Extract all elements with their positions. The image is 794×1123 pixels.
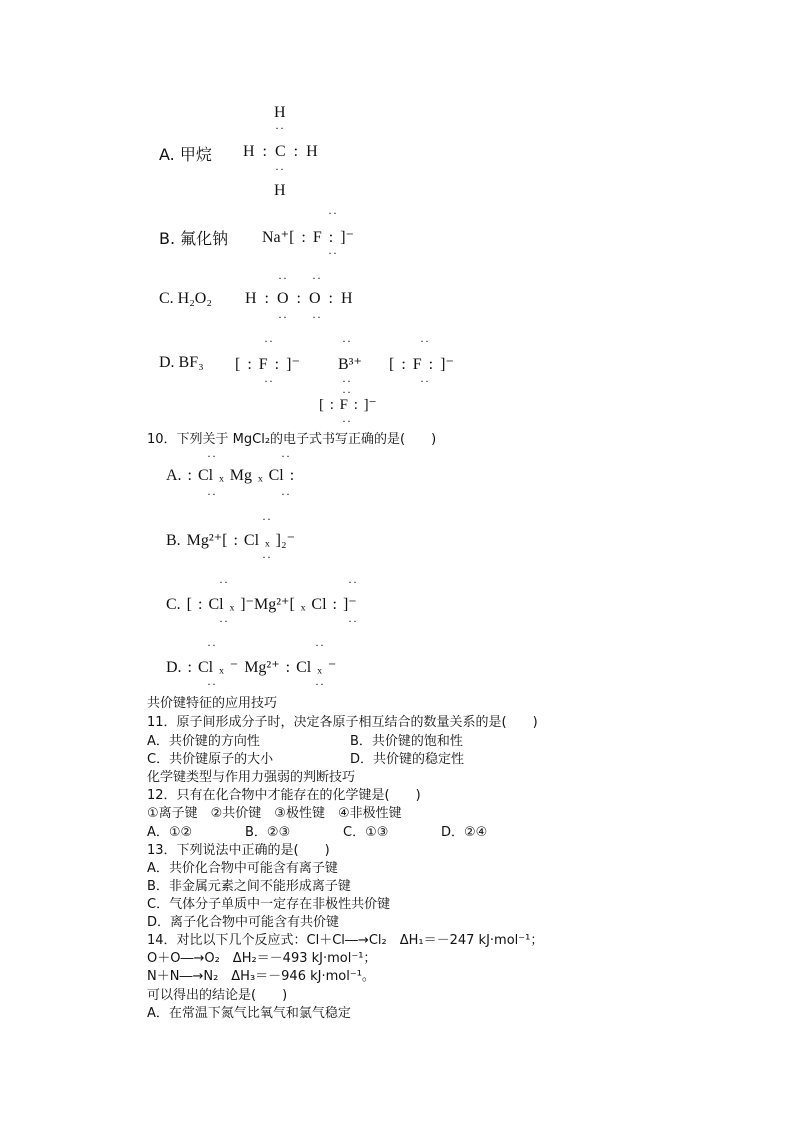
electron-dots: ·· [420, 334, 430, 348]
q9d-formula-3: [ : F : ]⁻ [389, 356, 454, 373]
electron-dots: ·· [315, 638, 325, 652]
q12-stem: 12．只有在化合物中才能存在的化学键是( ) [147, 788, 421, 803]
q11-option-a: A．共价键的方向性 [147, 734, 260, 749]
electron-dots: ·· [315, 677, 325, 691]
electron-dots: ·· [420, 374, 430, 388]
electron-dots: ·· [281, 449, 291, 463]
q13-option-a: A．共价化合物中可能含有离子键 [147, 861, 338, 876]
electron-dots: ·· [219, 614, 229, 628]
electron-dots: ·· [328, 206, 338, 220]
q9c-formula: H : O : O : H [245, 290, 353, 307]
q12-option-c: C．①③ [343, 825, 389, 840]
q9a-bottom-h: H [274, 182, 286, 199]
q13-option-d: D．离子化合物中可能含有共价键 [147, 915, 340, 930]
electron-dots: ·· [342, 414, 352, 428]
q12-option-a: A．①② [147, 825, 193, 840]
q9a-formula: H : C : H [243, 143, 318, 160]
q14-line-2: O＋O―→O₂ ΔH₂＝－493 kJ·mol⁻¹； [147, 951, 377, 966]
q11-option-c: C．共价键原子的大小 [147, 752, 274, 767]
electron-dots: ·· [207, 677, 217, 691]
q14-stem: 14．对比以下几个反应式：Cl＋Cl―→Cl₂ ΔH₁＝－247 kJ·mol⁻¹； [147, 933, 544, 948]
q9a-label: A. 甲烷 [159, 145, 212, 164]
q10-stem: 10．下列关于 MgCl₂的电子式书写正确的是( ) [147, 432, 437, 447]
q9d-formula-2: B³⁺ [338, 356, 362, 373]
electron-dots: ·· [275, 121, 285, 135]
q12-items: ①离子键 ②共价键 ③极性键 ④非极性键 [147, 806, 402, 821]
q11-stem: 11．原子间形成分子时，决定各原子相互结合的数量关系的是( ) [147, 715, 538, 730]
electron-dots: ·· [312, 310, 322, 324]
q10-option-c: C. [ : Cl ₓ ]⁻Mg²⁺[ ₓ Cl : ]⁻ [166, 596, 357, 613]
q9a-top-h: H [274, 104, 286, 121]
electron-dots: ·· [275, 162, 285, 176]
q14-option-a: A．在常温下氮气比氧气和氯气稳定 [147, 1006, 351, 1021]
q9d-label: D. BF₃ [159, 354, 204, 371]
electron-dots: ·· [342, 334, 352, 348]
electron-dots: ·· [264, 334, 274, 348]
q12-option-b: B．②③ [245, 825, 291, 840]
q9d-formula-1: [ : F : ]⁻ [235, 356, 300, 373]
q10-option-b: B. Mg²⁺[ : Cl ₓ ]₂⁻ [166, 532, 296, 549]
q9b-label: B. 氟化钠 [159, 229, 229, 248]
q10-option-d: D. : Cl ₓ ⁻ Mg²⁺ : Cl ₓ ⁻ [166, 659, 337, 676]
electron-dots: ·· [207, 487, 217, 501]
electron-dots: ·· [262, 512, 272, 526]
electron-dots: ·· [342, 385, 352, 399]
section-heading-covalent: 共价键特征的应用技巧 [147, 696, 278, 711]
q11-option-b: B．共价键的饱和性 [350, 734, 463, 749]
q14-line-3: N＋N―→N₂ ΔH₃＝－946 kJ·mol⁻¹。 [147, 969, 375, 984]
electron-dots: ·· [207, 638, 217, 652]
electron-dots: ·· [278, 310, 288, 324]
electron-dots: ·· [281, 487, 291, 501]
electron-dots: ·· [264, 374, 274, 388]
electron-dots: ·· [312, 271, 322, 285]
q10-option-a: A. : Cl ₓ Mg ₓ Cl : [166, 467, 295, 484]
q9c-label: C. H₂O₂ [159, 290, 212, 307]
electron-dots: ·· [278, 271, 288, 285]
electron-dots: ·· [348, 614, 358, 628]
q9b-formula: Na⁺[ : F : ]⁻ [262, 229, 354, 246]
q11-option-d: D．共价键的稳定性 [350, 752, 465, 767]
electron-dots: ·· [342, 374, 352, 388]
q12-option-d: D．②④ [441, 825, 488, 840]
electron-dots: ·· [328, 246, 338, 260]
electron-dots: ·· [348, 575, 358, 589]
electron-dots: ·· [262, 550, 272, 564]
section-heading-bond-types: 化学键类型与作用力强弱的判断技巧 [147, 770, 356, 785]
q9d-formula-4: [ : F : ]⁻ [319, 397, 377, 413]
q13-stem: 13．下列说法中正确的是( ) [147, 843, 330, 858]
q13-option-b: B．非金属元素之间不能形成离子键 [147, 879, 351, 894]
q14-line-4: 可以得出的结论是( ) [147, 988, 288, 1003]
electron-dots: ·· [219, 575, 229, 589]
q13-option-c: C．气体分子单质中一定存在非极性共价键 [147, 897, 391, 912]
electron-dots: ·· [207, 449, 217, 463]
